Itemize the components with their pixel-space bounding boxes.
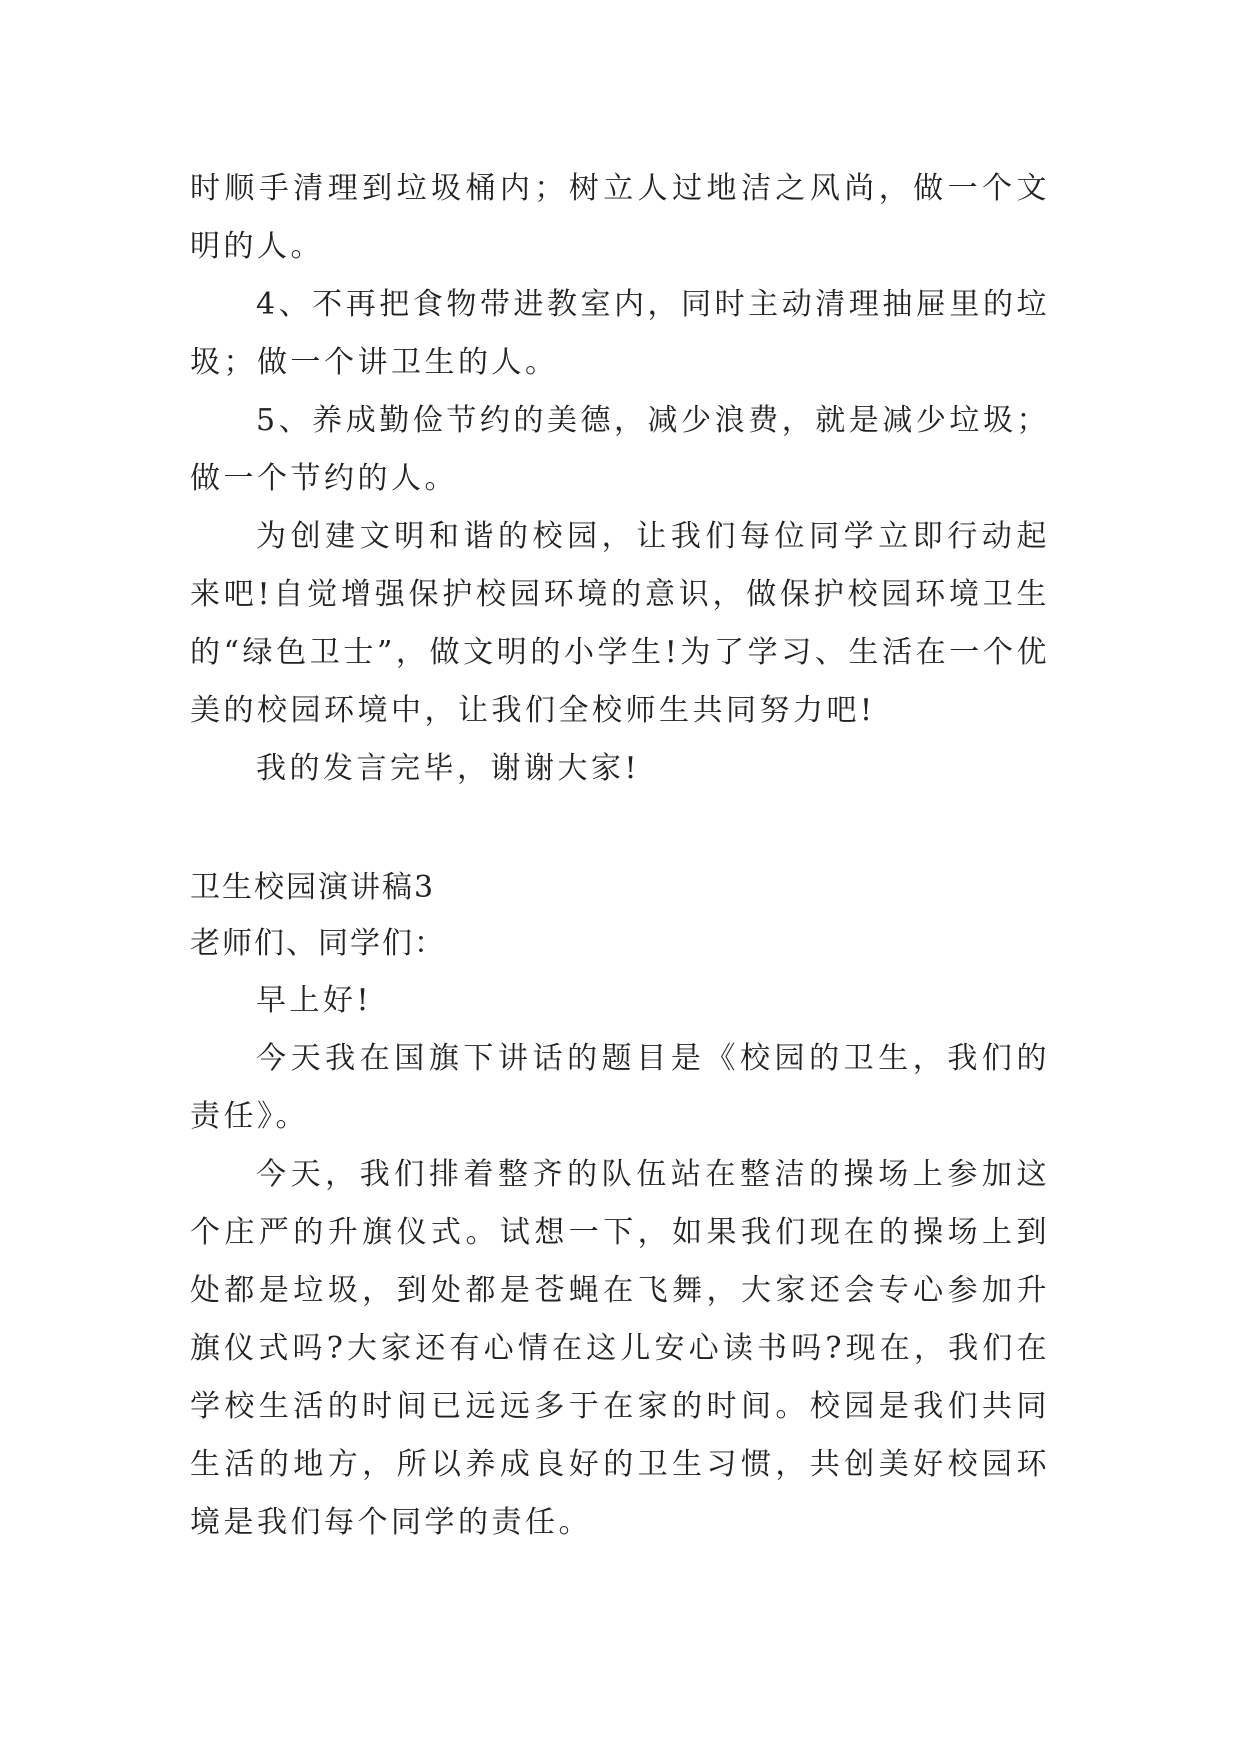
document-page: [190, 160, 1050, 1552]
section-title: 卫生校园演讲稿3: [190, 870, 436, 905]
salutation: 老师们、同学们：: [190, 926, 446, 961]
speech-3-header: [190, 860, 1050, 972]
speech-2-ending: [190, 160, 1050, 798]
closing-line: 我的发言完毕，谢谢大家!: [256, 751, 641, 786]
paragraph: 今天，我们排着整齐的队伍站在整洁的操场上参加这个庄严的升旗仪式。试想一下，如果我们现在的操场上到处都是垃圾，到处都是苍蝇在飞舞，大家还会专心参加升旗仪式吗?大家还有心情在这儿安心读书吗?现在，我们在学校生活的时间已远远多于在家的时间。校园是我们共同生活的地方，所以养成良好的卫生习惯，共创美好校园环境是我们每个同学的责任。: [190, 1157, 1050, 1540]
paragraph: 时顺手清理到垃圾桶内；树立人过地洁之风尚，做一个文明的人。: [190, 171, 1050, 264]
paragraph: 5、养成勤俭节约的美德，减少浪费，就是减少垃圾；做一个节约的人。: [190, 403, 1050, 496]
paragraph: 4、不再把食物带进教室内，同时主动清理抽屉里的垃圾；做一个讲卫生的人。: [190, 287, 1050, 380]
speech-3-body: [190, 972, 1050, 1552]
paragraph: 早上好!: [256, 983, 373, 1018]
paragraph: 今天我在国旗下讲话的题目是《校园的卫生，我们的责任》。: [190, 1041, 1050, 1134]
paragraph: 为创建文明和谐的校园，让我们每位同学立即行动起来吧!自觉增强保护校园环境的意识，做保护校园环境卫生的“绿色卫士”，做文明的小学生!为了学习、生活在一个优美的校园环境中，让我们全校师生共同努力吧!: [190, 519, 1050, 728]
